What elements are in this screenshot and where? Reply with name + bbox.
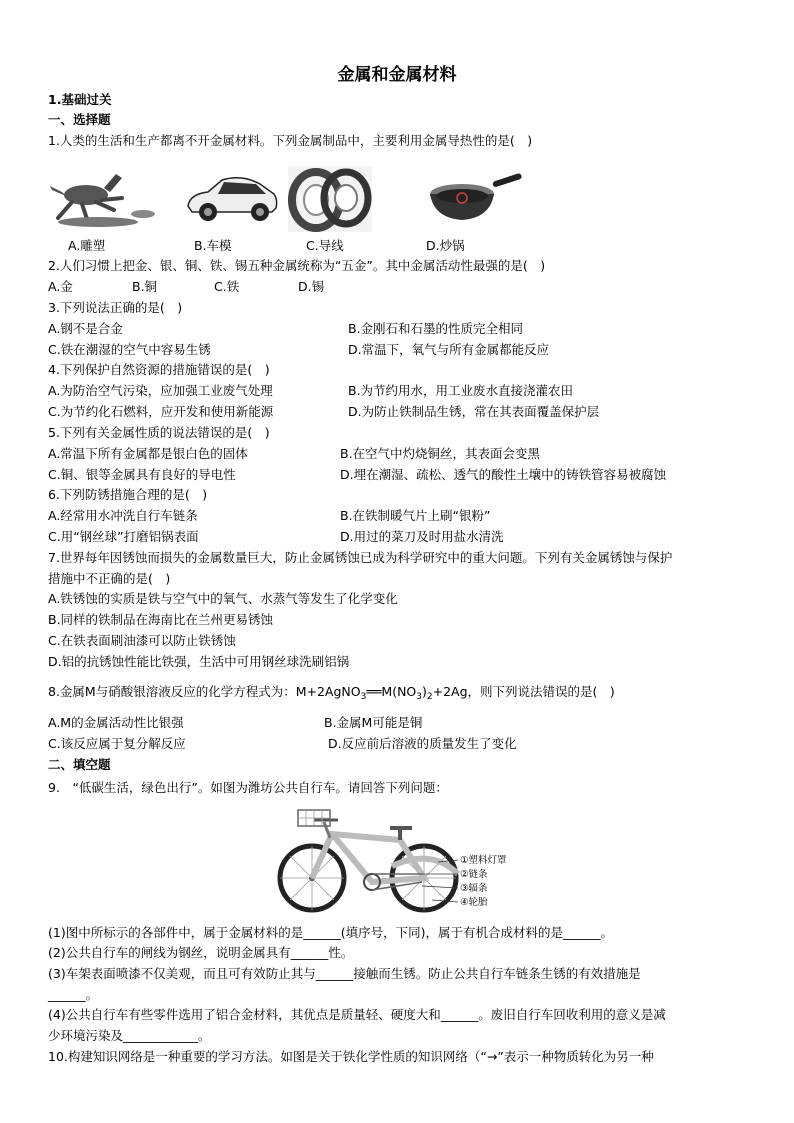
subscript: 3 bbox=[360, 692, 367, 702]
label-tire: ④轮胎 bbox=[460, 897, 488, 908]
question-9-sub-1: (1)图中所标示的各部件中，属于金属材料的是______(填序号，下同)，属于有机合成材料的是______。 bbox=[48, 925, 613, 940]
equation-part: M(NO bbox=[381, 684, 417, 699]
question-3-option-b[interactable]: B.金刚石和石墨的性质完全相同 bbox=[348, 321, 524, 336]
question-5-option-a[interactable]: A.常温下所有金属都是银白色的固体 bbox=[48, 446, 248, 461]
section-heading: 1.基础过关 bbox=[48, 92, 112, 107]
question-9-sub-4-line1: (4)公共自行车有些零件选用了铝合金材料，其优点是质量轻、硬度大和______。废旧自行车回收利用的意义是减 bbox=[48, 1007, 666, 1022]
subscript: 3 bbox=[416, 692, 422, 702]
subscript: 2 bbox=[426, 692, 433, 702]
question-6-option-a[interactable]: A.经常用水冲洗自行车链条 bbox=[48, 508, 198, 523]
question-8-option-c[interactable]: C.该反应属于复分解反应 bbox=[48, 736, 186, 751]
question-3-option-c[interactable]: C.铁在潮湿的空气中容易生锈 bbox=[48, 342, 211, 357]
question-4-option-d[interactable]: D.为防止铁制品生锈，常在其表面覆盖保护层 bbox=[348, 404, 600, 419]
question-6-option-c[interactable]: C.用“钢丝球”打磨铝锅表面 bbox=[48, 529, 199, 544]
question-6-stem: 6.下列防锈措施合理的是( ) bbox=[48, 487, 208, 502]
question-10-stem: 10.构建知识网络是一种重要的学习方法。如图是关于铁化学性质的知识网络（“→”表示一种物质转化为另一种 bbox=[48, 1049, 654, 1064]
equation-part: +2Ag，则下列说法错误的是( ) bbox=[432, 684, 615, 699]
question-8-option-b[interactable]: B.金属M可能是铜 bbox=[324, 715, 423, 730]
question-7-option-d[interactable]: D.铝的抗锈蚀性能比铁强，生活中可用钢丝球洗刷铝锅 bbox=[48, 654, 350, 669]
part-heading-choice: 一、选择题 bbox=[48, 112, 111, 127]
question-7-option-b[interactable]: B.同样的铁制品在海南比在兰州更易锈蚀 bbox=[48, 612, 274, 627]
wok-image bbox=[424, 168, 524, 230]
question-9-sub-3-line2: ______。 bbox=[48, 987, 99, 1002]
question-3-option-d[interactable]: D.常温下，氧气与所有金属都能反应 bbox=[348, 342, 550, 357]
part-heading-fill: 二、填空题 bbox=[48, 757, 111, 772]
question-4-option-c[interactable]: C.为节约化石燃料，应开发和使用新能源 bbox=[48, 404, 274, 419]
question-7-stem-line2: 措施中不正确的是( ) bbox=[48, 571, 171, 586]
question-1-option-b[interactable]: B.车模 bbox=[194, 238, 232, 253]
question-7-option-c[interactable]: C.在铁表面刷油漆可以防止铁锈蚀 bbox=[48, 633, 236, 648]
question-8-option-a[interactable]: A.M的金属活动性比银强 bbox=[48, 715, 184, 730]
question-2-stem: 2.人们习惯上把金、银、铜、铁、锡五种金属统称为“五金”。其中金属活动性最强的是( ) bbox=[48, 258, 546, 273]
equation-part: ) bbox=[422, 684, 427, 699]
question-5-option-d[interactable]: D.埋在潮湿、疏松、透气的酸性土壤中的铸铁管容易被腐蚀 bbox=[340, 467, 667, 482]
question-6-option-b[interactable]: B.在铁制暖气片上刷“银粉” bbox=[340, 508, 491, 523]
label-light-cover: ①塑料灯罩 bbox=[460, 855, 507, 866]
question-3-option-a[interactable]: A.钢不是合金 bbox=[48, 321, 123, 336]
question-5-option-b[interactable]: B.在空气中灼烧铜丝，其表面会变黑 bbox=[340, 446, 541, 461]
question-4-option-a[interactable]: A.为防治空气污染，应加强工业废气处理 bbox=[48, 383, 273, 398]
toy-car-image bbox=[182, 168, 280, 226]
question-6-option-d[interactable]: D.用过的菜刀及时用盐水清洗 bbox=[340, 529, 504, 544]
label-chain: ②链条 bbox=[460, 869, 488, 880]
wire-coils-image bbox=[288, 166, 372, 232]
question-1-option-c[interactable]: C.导线 bbox=[306, 238, 344, 253]
question-4-stem: 4.下列保护自然资源的措施错误的是( ) bbox=[48, 362, 270, 377]
question-7-stem-line1: 7.世界每年因锈蚀而损失的金属数量巨大，防止金属锈蚀已成为科学研究中的重大问题。下列有关金属锈蚀与保护 bbox=[48, 550, 673, 565]
horse-sculpture-image bbox=[48, 160, 158, 232]
label-spokes: ③辐条 bbox=[460, 883, 488, 894]
question-5-stem: 5.下列有关金属性质的说法错误的是( ) bbox=[48, 425, 270, 440]
question-9-stem: 9. “低碳生活，绿色出行”。如图为潍坊公共自行车。请回答下列问题： bbox=[48, 780, 448, 795]
question-1-option-a[interactable]: A.雕塑 bbox=[68, 238, 106, 253]
question-7-option-a[interactable]: A.铁锈蚀的实质是铁与空气中的氧气、水蒸气等发生了化学变化 bbox=[48, 591, 398, 606]
question-9-sub-2: (2)公共自行车的闸线为钢丝，说明金属具有______性。 bbox=[48, 945, 354, 960]
question-4-option-b[interactable]: B.为节约用水，用工业废水直接浇灌农田 bbox=[348, 383, 574, 398]
question-1-option-d[interactable]: D.炒锅 bbox=[426, 238, 465, 253]
question-9-sub-3-line1: (3)车架表面喷漆不仅美观，而且可有效防止其与______接触而生锈。防止公共自行车链条生锈的有效措施是 bbox=[48, 966, 641, 981]
question-8-option-d[interactable]: D.反应前后溶液的质量发生了变化 bbox=[328, 736, 517, 751]
page-title: 金属和金属材料 bbox=[337, 65, 457, 85]
question-2-option-c[interactable]: C.铁 bbox=[214, 279, 240, 294]
bicycle-image bbox=[272, 804, 524, 916]
question-2-option-a[interactable]: A.金 bbox=[48, 279, 73, 294]
question-9-sub-4-line2: 少环境污染及____________。 bbox=[48, 1028, 211, 1043]
question-1-stem: 1.人类的生活和生产都离不开金属材料。下列金属制品中，主要利用金属导热性的是( ) bbox=[48, 133, 533, 148]
question-5-option-c[interactable]: C.铜、银等金属具有良好的导电性 bbox=[48, 467, 236, 482]
question-8-stem bbox=[48, 684, 615, 705]
question-3-stem: 3.下列说法正确的是( ) bbox=[48, 300, 183, 315]
question-2-option-b[interactable]: B.铜 bbox=[132, 279, 158, 294]
question-2-option-d[interactable]: D.锡 bbox=[298, 279, 325, 294]
equation-part: 8.金属M与硝酸银溶液反应的化学方程式为：M+2AgNO bbox=[48, 684, 361, 699]
equals-sign: ══ bbox=[366, 684, 382, 699]
